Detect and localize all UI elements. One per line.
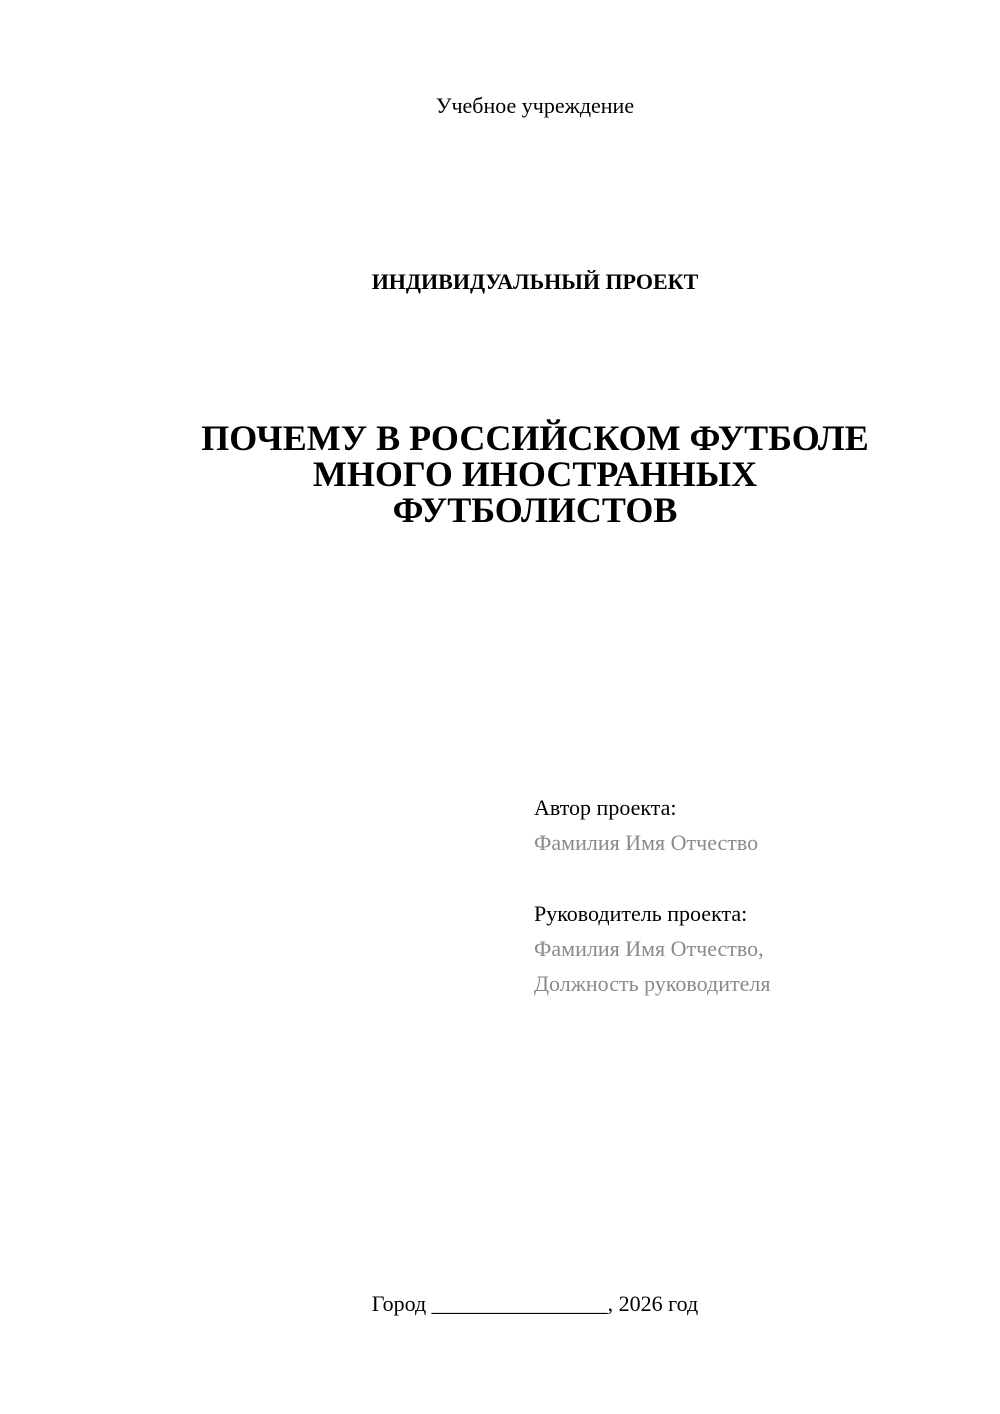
author-name: Фамилия Имя Отчество — [534, 830, 759, 855]
supervisor-name: Фамилия Имя Отчество, — [534, 936, 764, 961]
project-title — [0, 420, 1000, 528]
authors-spacer — [534, 860, 770, 896]
project-title-line-1: ПОЧЕМУ В РОССИЙСКОМ ФУТБОЛЕ — [201, 418, 869, 458]
project-type-heading: ИНДИВИДУАЛЬНЫЙ ПРОЕКТ — [371, 269, 699, 294]
supervisor-label: Руководитель проекта: — [534, 901, 748, 926]
project-title-line-2: МНОГО ИНОСТРАННЫХ — [312, 454, 758, 494]
institution-name: Учебное учреждение — [435, 93, 635, 118]
supervisor-position: Должность руководителя — [534, 971, 771, 996]
authors-block — [534, 790, 770, 1001]
project-title-line-3: ФУТБОЛИСТОВ — [392, 490, 678, 530]
author-label: Автор проекта: — [534, 795, 677, 820]
city-year-line: Город ________________, 2026 год — [371, 1291, 699, 1316]
